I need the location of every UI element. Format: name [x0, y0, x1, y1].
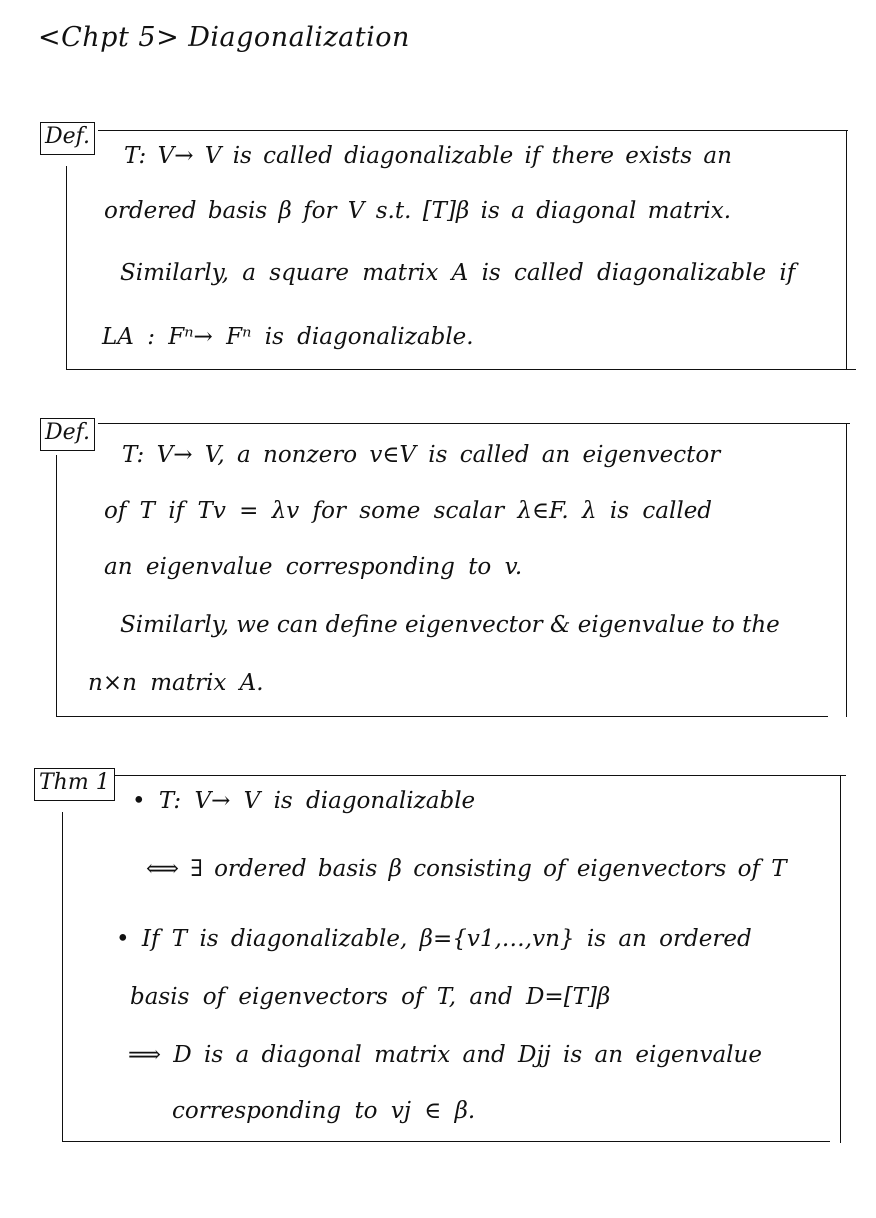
definition-line: of T if Tv = λv for some scalar λ∈F. λ is called [104, 498, 713, 524]
box-top-border [104, 775, 846, 776]
definition-line: ordered basis β for V s.t. [T]β is a diagonal matrix. [104, 198, 732, 224]
theorem-line: ⟹ D is a diagonal matrix and Djj is an eigenvalue [128, 1042, 762, 1068]
box-top-border [98, 130, 848, 131]
theorem-tag: Thm 1 [34, 768, 115, 801]
box-right-border [840, 775, 841, 1143]
theorem-line: corresponding to vj ∈ β. [172, 1098, 476, 1124]
definition-line: Similarly, we can define eigenvector & eigenvalue to the [120, 612, 780, 638]
box-left-border [56, 455, 57, 717]
box-top-border [98, 423, 850, 424]
definition-line: n×n matrix A. [88, 670, 264, 696]
box-bottom-border [56, 716, 828, 717]
box-bottom-border [62, 1141, 830, 1142]
definition-tag: Def. [40, 418, 95, 451]
page-title: <Chpt 5> Diagonalization [38, 22, 410, 53]
theorem-line: ⟺ ∃ ordered basis β consisting of eigenvectors of T [146, 856, 787, 882]
box-right-border [846, 423, 847, 717]
definition-line: T: V→ V is called diagonalizable if there exists an [124, 143, 732, 169]
theorem-line: • T: V→ V is diagonalizable [132, 788, 476, 814]
definition-line: LA : Fⁿ→ Fⁿ is diagonalizable. [102, 324, 474, 350]
box-left-border [62, 812, 63, 1142]
box-left-border [66, 166, 67, 370]
theorem-line: • If T is diagonalizable, β={v1,…,vn} is an ordered [116, 926, 752, 952]
definition-line: Similarly, a square matrix A is called diagonalizable if [120, 260, 796, 286]
theorem-line: basis of eigenvectors of T, and D=[T]β [130, 984, 611, 1010]
box-bottom-border [66, 369, 856, 370]
definition-tag: Def. [40, 122, 95, 155]
definition-line: an eigenvalue corresponding to v. [104, 554, 523, 580]
box-right-border [846, 130, 847, 370]
definition-line: T: V→ V, a nonzero v∈V is called an eigenvector [122, 442, 721, 468]
